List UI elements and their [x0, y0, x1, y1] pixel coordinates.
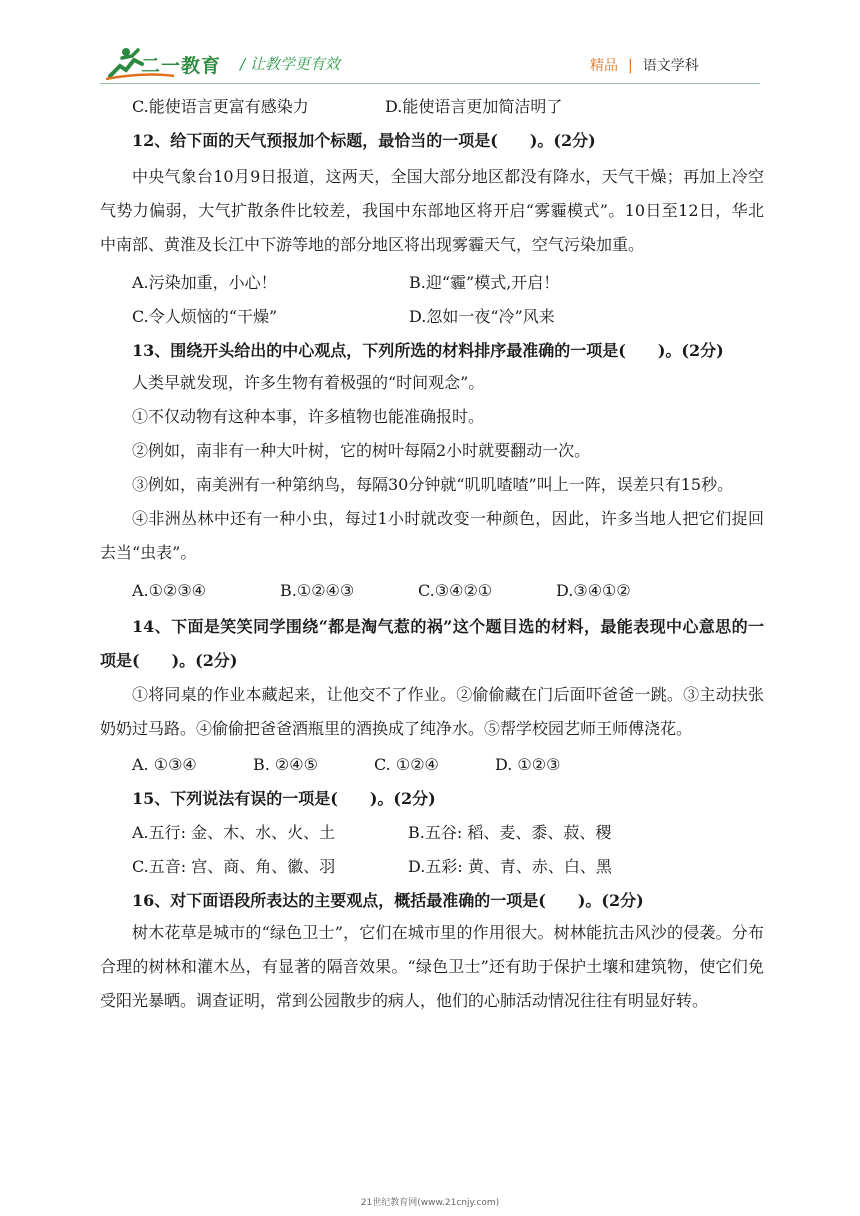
option-d: D.忽如一夜“冷”风来: [409, 307, 555, 326]
q12-options-cd: [100, 302, 764, 332]
q13-options: [100, 576, 764, 606]
option-c: C.令人烦恼的“干燥”: [132, 307, 278, 326]
tag-separator: |: [628, 58, 633, 74]
question-13-item-4: ④非洲丛林中还有一种小虫，每过1小时就改变一种颜色，因此，许多当地人把它们捉回去当“虫表”。: [100, 509, 764, 562]
q12-options-ab: [100, 268, 764, 298]
option-b: B.迎“霾”模式,开启！: [409, 273, 560, 292]
exam-content: [100, 92, 764, 1018]
question-16-passage: 树木花草是城市的“绿色卫士”，它们在城市里的作用很大。树林能抗击风沙的侵袭。分布合理的树林和灌木丛，有显著的隔音效果。“绿色卫士”还有助于保护土壤和建筑物，使它们免受阳光暴晒。调查证明，常到公园散步的病人，他们的心肺活动情况往往有明显好转。: [100, 923, 764, 1010]
question-13-lead: 人类早就发现，许多生物有着极强的“时间观念”。: [132, 373, 485, 392]
subject-tag: [590, 55, 699, 75]
option-d: D.③④①②: [556, 581, 631, 600]
option-b: B.五谷: 稻、麦、黍、菽、稷: [408, 823, 612, 842]
question-13-item-1: ①不仅动物有这种本事，许多植物也能准确报时。: [132, 407, 485, 426]
question-15-title: 15、下列说法有误的一项是( )。(2分): [132, 789, 436, 808]
option-b: B. ②④⑤: [253, 755, 318, 774]
q15-options-ab: [100, 818, 764, 848]
question-14-title: 14、下面是笑笑同学围绕“都是淘气惹的祸”这个题目选的材料，最能表现中心意思的一项是( )。(2分): [100, 617, 764, 670]
option-d: D. ①②③: [495, 755, 561, 774]
option-c: C.能使语言更富有感染力: [132, 97, 309, 116]
option-c: C. ①②④: [374, 755, 439, 774]
option-a: A.五行: 金、木、水、火、土: [132, 823, 336, 842]
q11-options-cd: [100, 92, 764, 122]
option-d: D.五彩: 黄、青、赤、白、黑: [408, 857, 612, 876]
logo-text: 二一教育: [141, 55, 222, 77]
option-c: C.③④②①: [418, 581, 493, 600]
option-c: C.五音: 宫、商、角、徽、羽: [132, 857, 336, 876]
question-13-item-3: ③例如，南美洲有一种第纳鸟，每隔30分钟就“叽叽喳喳”叫上一阵，误差只有15秒。: [132, 475, 734, 494]
question-12-title: 12、给下面的天气预报加个标题，最恰当的一项是( )。(2分): [132, 131, 596, 150]
header-divider: [100, 83, 760, 84]
question-13-item-2: ②例如，南非有一种大叶树，它的树叶每隔2小时就要翻动一次。: [132, 441, 591, 460]
q14-options: [100, 750, 764, 780]
page-footer: 21世纪教育网(www.21cnjy.com): [360, 1198, 500, 1208]
slogan: / 让教学更有效: [240, 55, 340, 73]
option-a: A.污染加重，小心！: [132, 273, 277, 292]
question-16-title: 16、对下面语段所表达的主要观点，概括最准确的一项是( )。(2分): [132, 891, 644, 910]
option-d: D.能使语言更加简洁明了: [385, 97, 563, 116]
option-a: A. ①③④: [132, 755, 197, 774]
question-14-passage: ①将同桌的作业本藏起来，让他交不了作业。②偷偷藏在门后面吓爸爸一跳。③主动扶张奶奶过马路。④偷偷把爸爸酒瓶里的酒换成了纯净水。⑤帮学校园艺师王师傅浇花。: [100, 685, 764, 738]
option-b: B.①②④③: [280, 581, 355, 600]
question-13-title: 13、围绕开头给出的中心观点，下列所选的材料排序最准确的一项是( )。(2分): [132, 341, 724, 360]
quality-label: 精品: [590, 58, 618, 74]
option-a: A.①②③④: [132, 581, 207, 600]
subject-label: 语文学科: [642, 58, 699, 74]
question-12-passage: 中央气象台10月9日报道，这两天，全国大部分地区都没有降水，天气干燥；再加上冷空气势力偏弱，大气扩散条件比较差，我国中东部地区将开启“雾霾模式”。10日至12日，华北中南部、黄淮及长江中下游等地的部分地区将出现雾霾天气，空气污染加重。: [100, 167, 764, 254]
page-header: [0, 0, 860, 90]
q15-options-cd: [100, 852, 764, 882]
